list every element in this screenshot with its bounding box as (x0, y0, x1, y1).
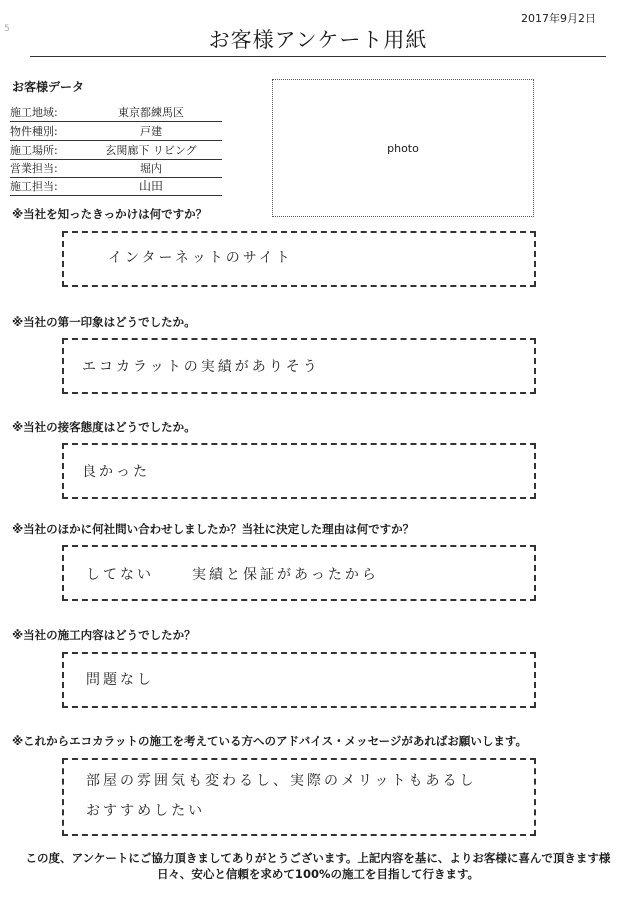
answer-box-how-found (62, 231, 536, 287)
answer-box-advice-message (62, 758, 536, 836)
info-label: 施工担当: (10, 180, 58, 193)
info-label: 営業担当: (10, 162, 58, 175)
answer-box-construction-quality (62, 652, 536, 708)
info-value-handwritten: 山田 (138, 179, 163, 193)
question-other-companies: ※当社のほかに何社問い合わせしましたか？当社に決定した理由は何ですか？ (12, 522, 415, 536)
answer-text: 問題なし (86, 672, 154, 688)
info-label: 施工地域: (10, 106, 58, 119)
answer-text: 良かった (82, 464, 150, 480)
answer-box-first-impression (62, 338, 536, 394)
answer-text-line1: 部屋の雰囲気も変わるし、実際のメリットもあるし (86, 773, 477, 789)
question-advice-message: ※これからエコカラットの施工を考えている方へのアドバイス・メッセージがあればお願いします。 (12, 734, 527, 748)
photo-placeholder (272, 79, 534, 217)
corner-mark: 5 (4, 24, 10, 34)
question-service-attitude: ※当社の接客態度はどうでしたか。 (12, 420, 196, 434)
photo-label: photo (387, 141, 419, 155)
title-underline (30, 56, 606, 57)
page-title: お客様アンケート用紙 (208, 28, 428, 52)
info-value: 堀内 (140, 162, 162, 175)
question-how-found: ※当社を知ったきっかけは何ですか？ (12, 207, 208, 221)
answer-text-line2: おすすめしたい (86, 803, 206, 819)
survey-date: 2017年9月2日 (521, 12, 596, 25)
answer-text: エコカラットの実績がありそう (82, 359, 320, 375)
info-value: 東京都練馬区 (118, 106, 184, 119)
answer-text-reason: 実績と保証があったから (192, 567, 379, 583)
answer-text: インターネットのサイト (108, 250, 293, 266)
info-value: 玄関廊下 リビング (105, 144, 197, 157)
footer-message-line2: 日々、安心と信頼を求めて100%の施工を目指して行きます。 (156, 867, 480, 881)
customer-data-heading: お客様データ (12, 80, 85, 94)
info-row-property-type (10, 123, 222, 141)
info-row-sales-rep (10, 160, 222, 178)
info-row-location (10, 142, 222, 160)
info-label: 物件種別: (10, 125, 58, 138)
answer-box-other-companies (62, 545, 536, 601)
answer-text: してない (86, 567, 154, 583)
info-row-installer (10, 178, 222, 196)
answer-box-service-attitude (62, 443, 536, 499)
footer-message-line1: この度、アンケートにご協力頂きましてありがとうございます。上記内容を基に、よりお客様に喜んで頂きます様 (25, 851, 611, 865)
question-first-impression: ※当社の第一印象はどうでしたか。 (12, 315, 196, 329)
info-row-area (10, 104, 222, 122)
question-construction-quality: ※当社の施工内容はどうでしたか？ (12, 628, 196, 642)
info-value: 戸建 (140, 125, 162, 138)
info-label: 施工場所: (10, 144, 58, 157)
